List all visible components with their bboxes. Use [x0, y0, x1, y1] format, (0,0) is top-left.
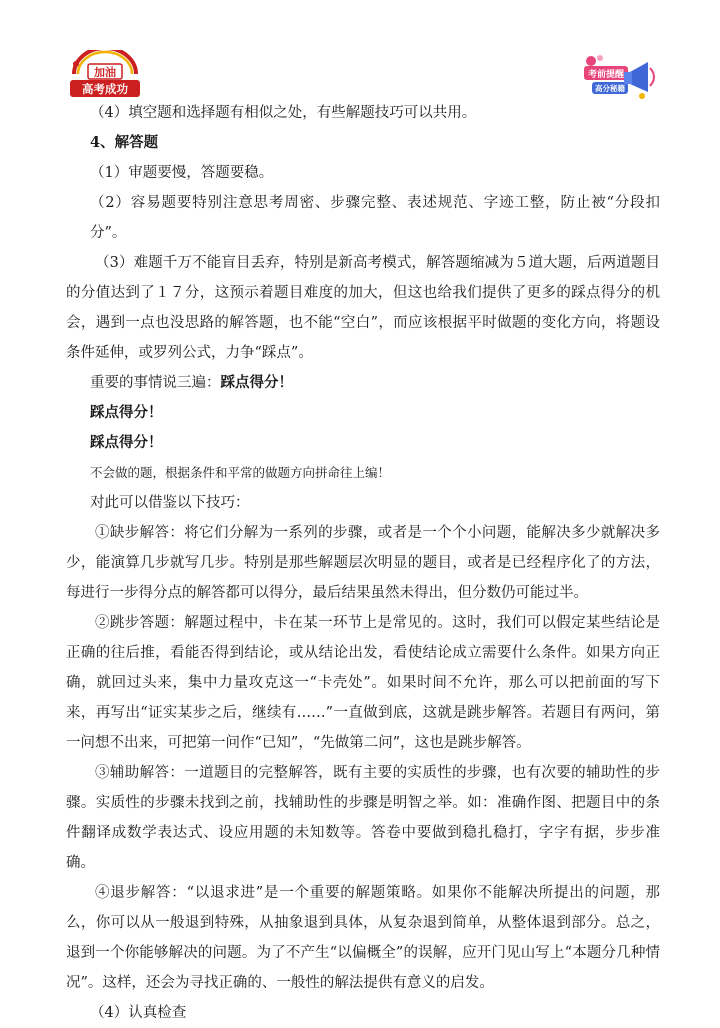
- paragraph: ③辅助解答：一道题目的完整解答，既有主要的实质性的步骤，也有次要的辅助性的步骤。实质性的步骤未找到之前，找辅助性的步骤是明智之举。如：准确作图、把题目中的条件翻译成数学表达式、设应用题的未知数等。答卷中要做到稳扎稳打，字字有据，步步准确。: [66, 765, 660, 871]
- exam-tips-logo: [582, 52, 660, 102]
- logo-line2: 高分秘籍: [595, 84, 625, 93]
- paragraph: （2）容易题要特别注意思考周密、步骤完整、表述规范、字迹工整，防止被“分段扣分”。: [90, 195, 660, 241]
- gaokao-success-logo: [66, 50, 144, 102]
- paragraph: （4）填空题和选择题有相似之处，有些解题技巧可以共用。: [90, 105, 477, 121]
- paragraph: （1）审题要慢，答题要稳。: [90, 165, 274, 181]
- section-heading: 4、解答题: [90, 134, 159, 151]
- paragraph: （3）难题千万不能盲目丢弃，特别是新高考模式，解答题缩减为５道大题，后两道题目的分值达到了１７分，这预示着题目难度的加大，但这也给我们提供了更多的踩点得分的机会，遇到一点也没思路的解答题，也不能“空白”，而应该根据平时做题的变化方向，将题设条件延伸，或罗列公式，力争“踩点”。: [66, 255, 660, 361]
- emphasis-text: 踩点得分！: [220, 374, 293, 391]
- logo-line1: 考前提醒: [587, 70, 625, 80]
- paragraph: [66, 368, 660, 398]
- paragraph: ②跳步答题：解题过程中，卡在某一环节上是常见的。这时，我们可以假定某些结论是正确的往后推，看能否得到结论，或从结论出发，看使结论成立需要什么条件。如果方向正确，就回过头来，集中力量攻克这一“卡壳处”。如果时间不允许，那么可以把前面的写下来，再写出“证实某步之后，继续有……”一直做到底，这就是跳步解答。若题目有两问，第一问想不出来，可把第一问作“已知”，“先做第二问”，这也是跳步解答。: [66, 615, 660, 751]
- logo-bottom-text: 高考成功: [82, 82, 128, 96]
- paragraph: （4）认真检查: [90, 1005, 187, 1021]
- paragraph: ④退步解答：“以退求进”是一个重要的解题策略。如果你不能解决所提出的问题，那么，你可以从一般退到特殊，从抽象退到具体，从复杂退到简单，从整体退到部分。总之，退到一个你能够解决的问题。为了不产生“以偏概全”的误解，应开门见山写上“本题分几种情况”。这样，还会为寻找正确的、一般性的解法提供有意义的启发。: [66, 885, 660, 991]
- paragraph: 对此可以借鉴以下技巧：: [90, 495, 250, 511]
- logo-top-text: 加油: [94, 66, 116, 79]
- emphasis-line: 踩点得分！: [90, 434, 163, 451]
- emphasis-line: 踩点得分！: [90, 404, 163, 421]
- document-body: [66, 98, 660, 1028]
- paragraph: 不会做的题，根据条件和平常的做题方向拼命往上编！: [90, 465, 391, 480]
- paragraph: ①缺步解答：将它们分解为一系列的步骤，或者是一个个小问题，能解决多少就解决多少，能演算几步就写几步。特别是那些解题层次明显的题目，或者是已经程序化了的方法，每进行一步得分点的解答都可以得分，最后结果虽然未得出，但分数仍可能过半。: [66, 525, 660, 601]
- emphasis-prefix: 重要的事情说三遍：: [90, 375, 221, 391]
